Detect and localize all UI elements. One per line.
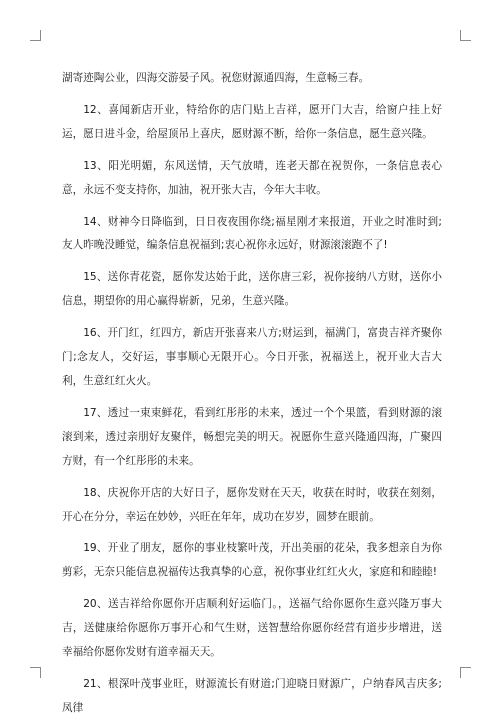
- paragraph-14: 14、财神今日降临到，日日夜夜围你绕;福星刚才来报道，开业之时准时到;友人昨晚没睡觉，编条信息祝福到;衷心祝你永远好，财源滚滚跑不了!: [62, 215, 442, 252]
- paragraph-18: 18、庆祝你开店的大好日子，愿你发财在天天，收获在时时，收获在刻刻，开心在分分，幸运在妙妙，兴旺在年年，成功在岁岁，圆梦在眼前。: [62, 486, 442, 523]
- paragraph-16: 16、开门红，红四方，新店开张喜来八方;财运到，福满门，富贵吉祥齐聚你门;念友人，交好运，事事顺心无限开心。今日开张，祝福送上，祝开业大吉大利，生意红红火火。: [62, 327, 442, 387]
- paragraph-15: 15、送你青花瓷，愿你发达始于此，送你唐三彩，祝你接纳八方财，送你小信息，期望你的用心赢得崭新，兄弟，生意兴隆。: [62, 271, 442, 308]
- document-body: [62, 67, 442, 721]
- crop-mark-top-left: [30, 30, 41, 41]
- paragraph-13: 13、阳光明媚，东风送情，天气放晴，连老天都在祝贺你，一条信息表心意，永远不变支持你，加油，祝开张大吉，今年大丰收。: [62, 159, 442, 196]
- paragraph-17: 17、透过一束束鲜花，看到红彤彤的未来，透过一个个果篮，看到财源的滚滚到来，透过亲朋好友聚伴，畅想完美的明天。祝愿你生意兴隆通四海，广聚四方财，有一个红彤彤的未来。: [62, 406, 442, 467]
- paragraph-12: 12、喜闻新店开业，特给你的店门贴上吉祥，愿开门大吉，给窗户挂上好运，愿日进斗金，给屋顶吊上喜庆，愿财源不断，给你一条信息，愿生意兴隆。: [62, 103, 442, 140]
- paragraph-19: 19、开业了朋友，愿你的事业枝繁叶茂，开出美丽的花朵，我多想亲自为你剪彩，无奈只能信息祝福传达我真挚的心意，祝你事业红红火火，家庭和和睦睦!: [62, 542, 442, 579]
- crop-mark-bottom-left: [30, 667, 41, 678]
- paragraph-continued: 湖寄迹陶公业，四海交游晏子风。祝您财源通四海，生意畅三春。: [62, 72, 370, 84]
- paragraph-20: 20、送吉祥给你愿你开店顺利好运临门。，送福气给你愿你生意兴隆万事大吉，送健康给你愿你万事开心和气生财，送智慧给你愿你经营有道步步增进，送幸福给你愿你发财有道幸福天天。: [62, 598, 442, 659]
- crop-mark-bottom-right: [460, 667, 471, 678]
- paragraph-21: 21、根深叶茂事业旺，财源流长有财道;门迎晓日财源广，户纳春风吉庆多;凤律: [62, 677, 442, 714]
- crop-mark-top-right: [460, 30, 471, 41]
